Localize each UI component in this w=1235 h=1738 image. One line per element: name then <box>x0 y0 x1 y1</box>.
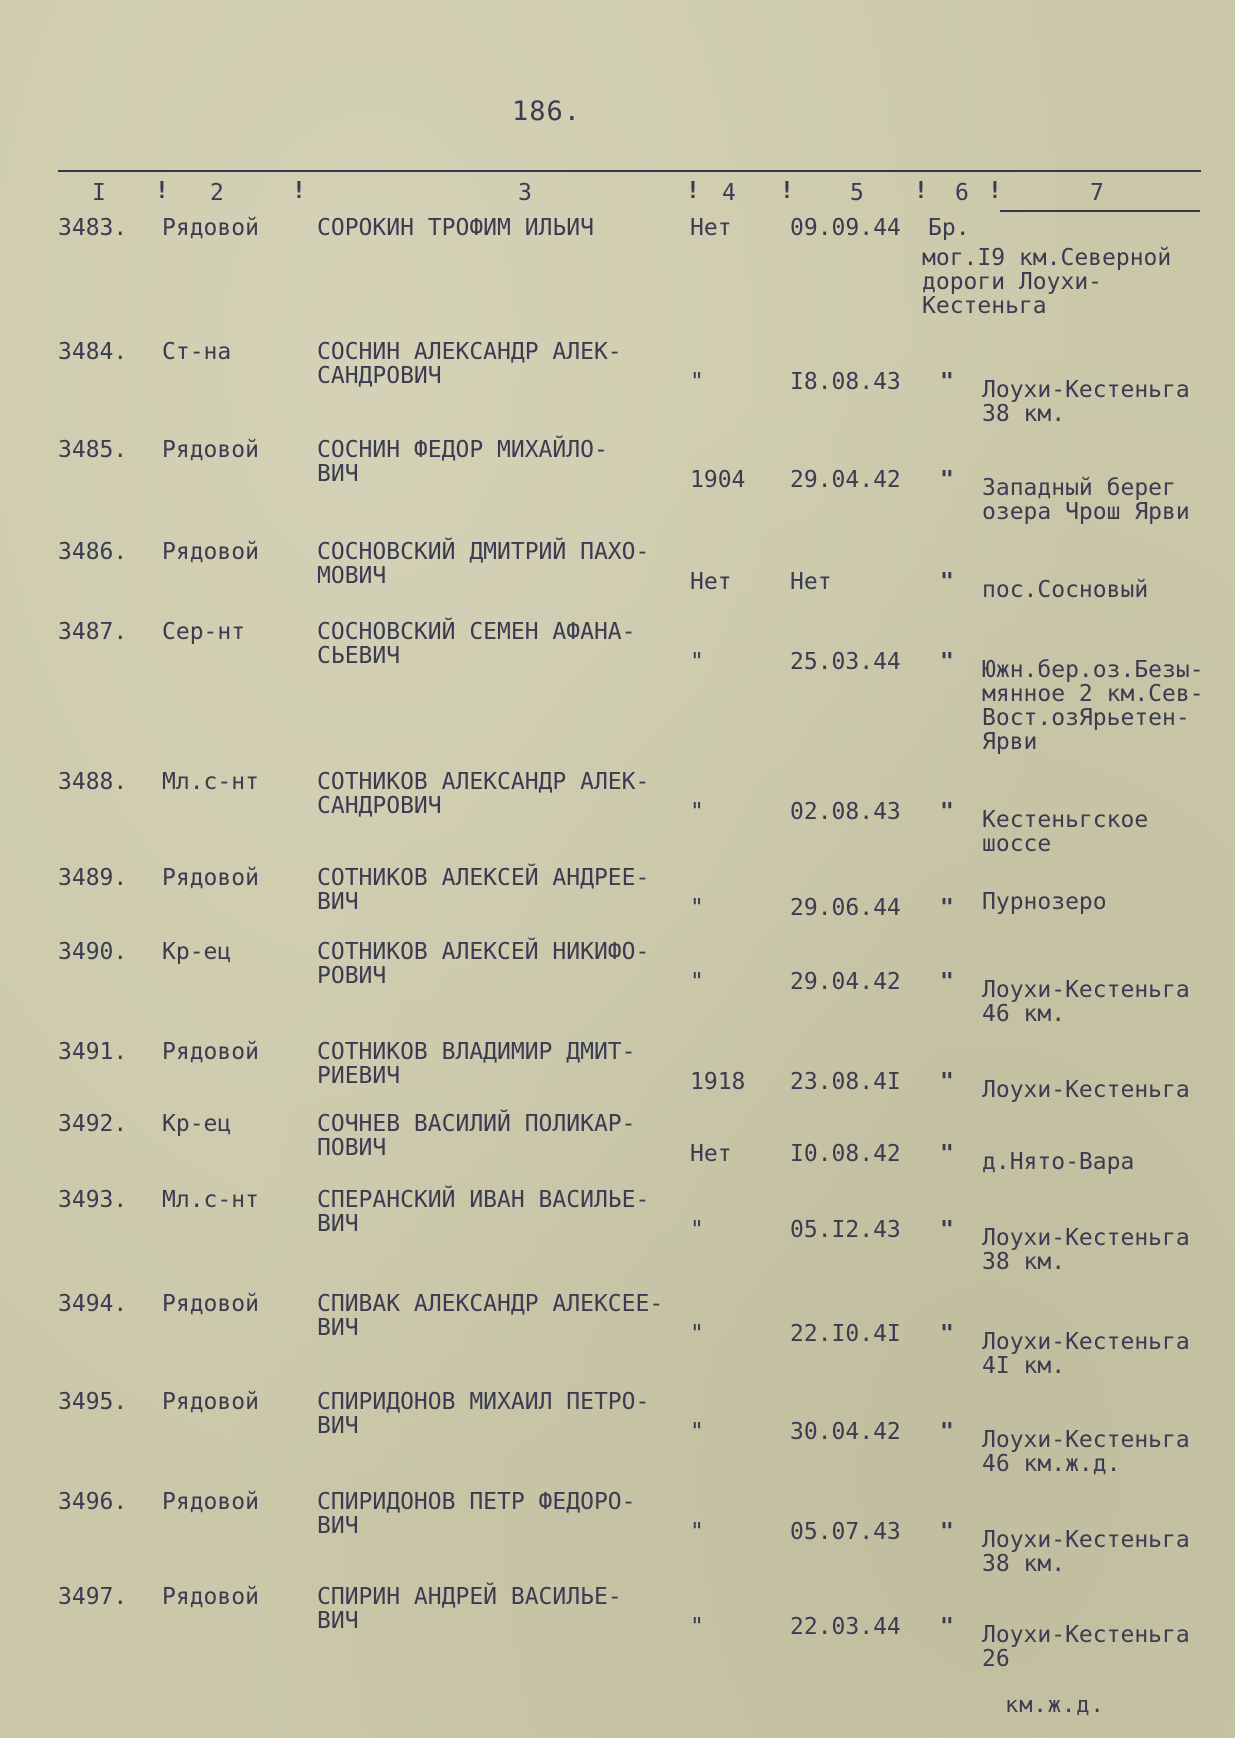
place-line: мог.I9 км.Северной <box>922 245 1172 271</box>
rank: Ст-на <box>162 339 232 365</box>
full-name <box>317 940 707 988</box>
death-date: 23.08.4I <box>790 1069 901 1095</box>
name-line: СОСНОВСКИЙ ДМИТРИЙ ПАХО- <box>317 539 650 565</box>
death-date: 22.03.44 <box>790 1614 901 1640</box>
record-number: 3486. <box>58 539 128 565</box>
name-line: ВИЧ <box>317 1513 359 1539</box>
death-date: 02.08.43 <box>790 799 901 825</box>
name-line: СПИВАК АЛЕКСАНДР АЛЕКСЕЕ- <box>317 1291 664 1317</box>
burial-place <box>982 978 1232 1026</box>
death-date: 30.04.42 <box>790 1419 901 1445</box>
record-number: 3487. <box>58 619 128 645</box>
record-number: 3489. <box>58 865 128 891</box>
rank: Кр-ец <box>162 1111 232 1137</box>
birth-year: " <box>690 895 704 921</box>
name-line: СЬЕВИЧ <box>317 643 401 669</box>
place-line: д.Нято-Вара <box>982 1149 1135 1175</box>
header-separator: ! <box>155 178 169 204</box>
record-number: 3496. <box>58 1489 128 1515</box>
place-line: Лоухи-Кестеньга <box>982 977 1190 1003</box>
place-line: дороги Лоухи- <box>922 269 1103 295</box>
burial-mark: " <box>940 369 954 395</box>
name-line: СПИРИН АНДРЕЙ ВАСИЛЬЕ- <box>317 1584 622 1610</box>
full-name <box>317 1112 707 1160</box>
place-line: 26 <box>982 1646 1010 1672</box>
full-name <box>317 216 707 240</box>
burial-place <box>922 246 1172 318</box>
place-line: 38 км. <box>982 401 1066 427</box>
burial-mark: " <box>940 1419 954 1445</box>
header-col-5: 5 <box>850 180 864 206</box>
death-date: 25.03.44 <box>790 649 901 675</box>
place-line: Южн.бер.оз.Безы- <box>982 657 1204 683</box>
name-line: СОТНИКОВ АЛЕКСЕЙ АНДРЕЕ- <box>317 865 650 891</box>
record-number: 3491. <box>58 1039 128 1065</box>
rank: Мл.с-нт <box>162 769 259 795</box>
name-line: РОВИЧ <box>317 963 387 989</box>
birth-year: Нет <box>690 215 732 241</box>
burial-place <box>982 476 1232 524</box>
header-separator: ! <box>780 178 794 204</box>
place-line: 46 км.ж.д. <box>982 1451 1121 1477</box>
burial-mark: " <box>940 799 954 825</box>
burial-mark: " <box>940 467 954 493</box>
death-date: 09.09.44 <box>790 215 901 241</box>
burial-mark: " <box>940 969 954 995</box>
record-number: 3495. <box>58 1389 128 1415</box>
burial-mark: " <box>940 1217 954 1243</box>
continuation-text: км.ж.д. <box>1005 1693 1105 1718</box>
burial-place <box>982 1528 1232 1576</box>
name-line: ВИЧ <box>317 1211 359 1237</box>
header-separator: ! <box>988 178 1002 204</box>
name-line: МОВИЧ <box>317 563 387 589</box>
name-line: СОСНИН ФЕДОР МИХАЙЛО- <box>317 437 608 463</box>
header-underline <box>1000 210 1200 212</box>
place-line: Вост.озЯрьетен- <box>982 705 1190 731</box>
name-line: ВИЧ <box>317 461 359 487</box>
header-col-1: I <box>92 180 106 206</box>
name-line: САНДРОВИЧ <box>317 793 442 819</box>
rank: Рядовой <box>162 539 259 565</box>
record-number: 3493. <box>58 1187 128 1213</box>
rank: Мл.с-нт <box>162 1187 259 1213</box>
death-date: 22.I0.4I <box>790 1321 901 1347</box>
rank: Кр-ец <box>162 939 232 965</box>
place-line: Лоухи-Кестеньга <box>982 377 1190 403</box>
name-line: СОСНИН АЛЕКСАНДР АЛЕК- <box>317 339 622 365</box>
full-name <box>317 438 707 486</box>
place-line: пос.Сосновый <box>982 577 1149 603</box>
name-line: СОТНИКОВ АЛЕКСЕЙ НИКИФО- <box>317 939 650 965</box>
burial-place <box>982 578 1232 602</box>
place-line: 38 км. <box>982 1551 1066 1577</box>
place-line: 38 км. <box>982 1249 1066 1275</box>
table-top-rule <box>58 170 1201 172</box>
place-line: Ярви <box>982 729 1038 755</box>
birth-year: " <box>690 369 704 395</box>
burial-mark: Бр. <box>928 215 970 241</box>
birth-year: " <box>690 1419 704 1445</box>
burial-place <box>982 808 1232 856</box>
death-date: 05.07.43 <box>790 1519 901 1545</box>
burial-mark: " <box>940 1519 954 1545</box>
name-line: РИЕВИЧ <box>317 1063 401 1089</box>
record-number: 3488. <box>58 769 128 795</box>
place-line: Кестеньгское <box>982 807 1149 833</box>
name-line: СОЧНЕВ ВАСИЛИЙ ПОЛИКАР- <box>317 1111 636 1137</box>
rank: Рядовой <box>162 1489 259 1515</box>
death-date: 29.04.42 <box>790 467 901 493</box>
page-number: 186. <box>512 96 582 127</box>
name-line: СОСНОВСКИЙ СЕМЕН АФАНА- <box>317 619 636 645</box>
rank: Сер-нт <box>162 619 246 645</box>
death-date: I8.08.43 <box>790 369 901 395</box>
full-name <box>317 340 707 388</box>
header-col-3: 3 <box>518 180 532 206</box>
death-date: Нет <box>790 569 832 595</box>
header-col-4: 4 <box>722 180 736 206</box>
place-line: Лоухи-Кестеньга <box>982 1225 1190 1251</box>
death-date: I0.08.42 <box>790 1141 901 1167</box>
burial-mark: " <box>940 1321 954 1347</box>
place-line: 4I км. <box>982 1353 1066 1379</box>
name-line: СПЕРАНСКИЙ ИВАН ВАСИЛЬЕ- <box>317 1187 650 1213</box>
full-name <box>317 1292 707 1340</box>
place-line: озера Чрош Ярви <box>982 499 1190 525</box>
place-line: Пурнозеро <box>982 889 1107 915</box>
burial-place <box>982 658 1232 754</box>
burial-mark: " <box>940 569 954 595</box>
burial-place <box>982 890 1232 914</box>
record-number: 3485. <box>58 437 128 463</box>
name-line: СОТНИКОВ ВЛАДИМИР ДМИТ- <box>317 1039 636 1065</box>
name-line: СОТНИКОВ АЛЕКСАНДР АЛЕК- <box>317 769 650 795</box>
full-name <box>317 1490 707 1538</box>
birth-year: " <box>690 1614 704 1640</box>
birth-year: Нет <box>690 1141 732 1167</box>
burial-place <box>982 1623 1232 1671</box>
place-line: Лоухи-Кестеньга <box>982 1077 1190 1103</box>
header-col-7: 7 <box>1090 180 1104 206</box>
full-name <box>317 1390 707 1438</box>
name-line: СОРОКИН ТРОФИМ ИЛЬИЧ <box>317 215 594 241</box>
name-line: ВИЧ <box>317 889 359 915</box>
full-name <box>317 770 707 818</box>
place-line: Лоухи-Кестеньга <box>982 1427 1190 1453</box>
burial-mark: " <box>940 1614 954 1640</box>
rank: Рядовой <box>162 1389 259 1415</box>
name-line: ПОВИЧ <box>317 1135 387 1161</box>
full-name <box>317 1040 707 1088</box>
rank: Рядовой <box>162 437 259 463</box>
name-line: ВИЧ <box>317 1315 359 1341</box>
full-name <box>317 1188 707 1236</box>
rank: Рядовой <box>162 1039 259 1065</box>
burial-place <box>982 1330 1232 1378</box>
birth-year: Нет <box>690 569 732 595</box>
death-date: 05.I2.43 <box>790 1217 901 1243</box>
record-number: 3483. <box>58 215 128 241</box>
place-line: Лоухи-Кестеньга <box>982 1527 1190 1553</box>
full-name <box>317 620 707 668</box>
record-number: 3492. <box>58 1111 128 1137</box>
birth-year: 1918 <box>690 1069 746 1095</box>
full-name <box>317 540 707 588</box>
burial-mark: " <box>940 649 954 675</box>
full-name <box>317 1585 707 1633</box>
rank: Рядовой <box>162 1584 259 1610</box>
rank: Рядовой <box>162 215 259 241</box>
place-line: Лоухи-Кестеньга <box>982 1329 1190 1355</box>
death-date: 29.06.44 <box>790 895 901 921</box>
name-line: СПИРИДОНОВ МИХАИЛ ПЕТРО- <box>317 1389 650 1415</box>
burial-place <box>982 1150 1232 1174</box>
rank: Рядовой <box>162 865 259 891</box>
birth-year: " <box>690 1519 704 1545</box>
header-col-2: 2 <box>210 180 224 206</box>
birth-year: " <box>690 1321 704 1347</box>
name-line: ВИЧ <box>317 1608 359 1634</box>
place-line: 46 км. <box>982 1001 1066 1027</box>
header-separator: ! <box>292 178 306 204</box>
burial-place <box>982 1078 1232 1102</box>
burial-place <box>982 378 1232 426</box>
full-name <box>317 866 707 914</box>
birth-year: 1904 <box>690 467 746 493</box>
birth-year: " <box>690 1217 704 1243</box>
header-col-6: 6 <box>955 180 969 206</box>
birth-year: " <box>690 969 704 995</box>
place-line: Лоухи-Кестеньга <box>982 1622 1190 1648</box>
burial-place <box>982 1428 1232 1476</box>
place-line: шоссе <box>982 831 1052 857</box>
burial-mark: " <box>940 895 954 921</box>
place-line: Кестеньга <box>922 293 1047 319</box>
burial-mark: " <box>940 1069 954 1095</box>
burial-place <box>982 1226 1232 1274</box>
place-line: мянное 2 км.Сев- <box>982 681 1204 707</box>
birth-year: " <box>690 799 704 825</box>
header-separator: ! <box>686 178 700 204</box>
burial-mark: " <box>940 1141 954 1167</box>
record-number: 3497. <box>58 1584 128 1610</box>
name-line: ВИЧ <box>317 1413 359 1439</box>
record-number: 3494. <box>58 1291 128 1317</box>
record-number: 3484. <box>58 339 128 365</box>
death-date: 29.04.42 <box>790 969 901 995</box>
place-line: Западный берег <box>982 475 1176 501</box>
record-number: 3490. <box>58 939 128 965</box>
rank: Рядовой <box>162 1291 259 1317</box>
birth-year: " <box>690 649 704 675</box>
name-line: СПИРИДОНОВ ПЕТР ФЕДОРО- <box>317 1489 636 1515</box>
name-line: САНДРОВИЧ <box>317 363 442 389</box>
header-separator: ! <box>914 178 928 204</box>
